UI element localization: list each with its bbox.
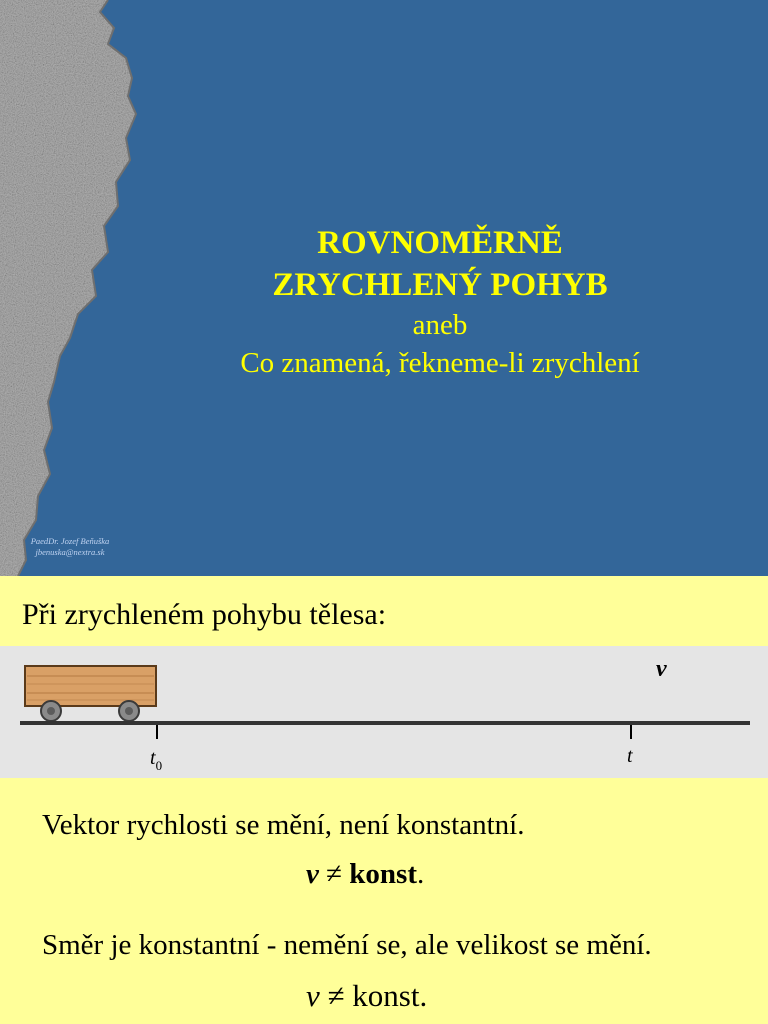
author-name: PaedDr. Jozef Beňuška: [30, 536, 110, 546]
formula-1-var: v: [306, 858, 319, 890]
intro-text: Při zrychleném pohybu tělesa:: [22, 598, 387, 631]
formula-1: [306, 858, 424, 891]
formula-2-var: v: [306, 978, 320, 1013]
formula-2-neq: ≠: [319, 978, 353, 1013]
motion-diagram: [0, 646, 768, 778]
t0-label: $t_0$: [150, 747, 163, 773]
velocity-label: v: [656, 656, 667, 682]
statement-1: Vektor rychlosti se mění, není konstantní.: [42, 809, 525, 841]
content-slide: [0, 576, 768, 1024]
formula-1-word: konst: [349, 858, 417, 890]
subtitle-line-1: aneb: [412, 309, 468, 341]
t-label: t: [627, 745, 633, 767]
formula-1-neq: ≠: [318, 858, 350, 890]
formula-2-word: konst: [352, 978, 420, 1013]
statement-2: Směr je konstantní - nemění se, ale velikost se mění.: [42, 929, 652, 961]
granite-edge-decoration: [0, 0, 150, 576]
formula-2-dot: .: [419, 978, 428, 1013]
title-line-2: ZRYCHLENÝ POHYB: [272, 267, 608, 303]
formula-1-dot: .: [417, 858, 425, 890]
author-credit: [10, 536, 130, 558]
author-email: jbenuska@nextra.sk: [35, 547, 105, 557]
title-block: [140, 222, 740, 382]
subtitle-line-2: Co znamená, řekneme-li zrychlení: [240, 347, 640, 379]
title-line-1: ROVNOMĚRNĚ: [317, 225, 563, 261]
formula-2: [306, 978, 427, 1014]
